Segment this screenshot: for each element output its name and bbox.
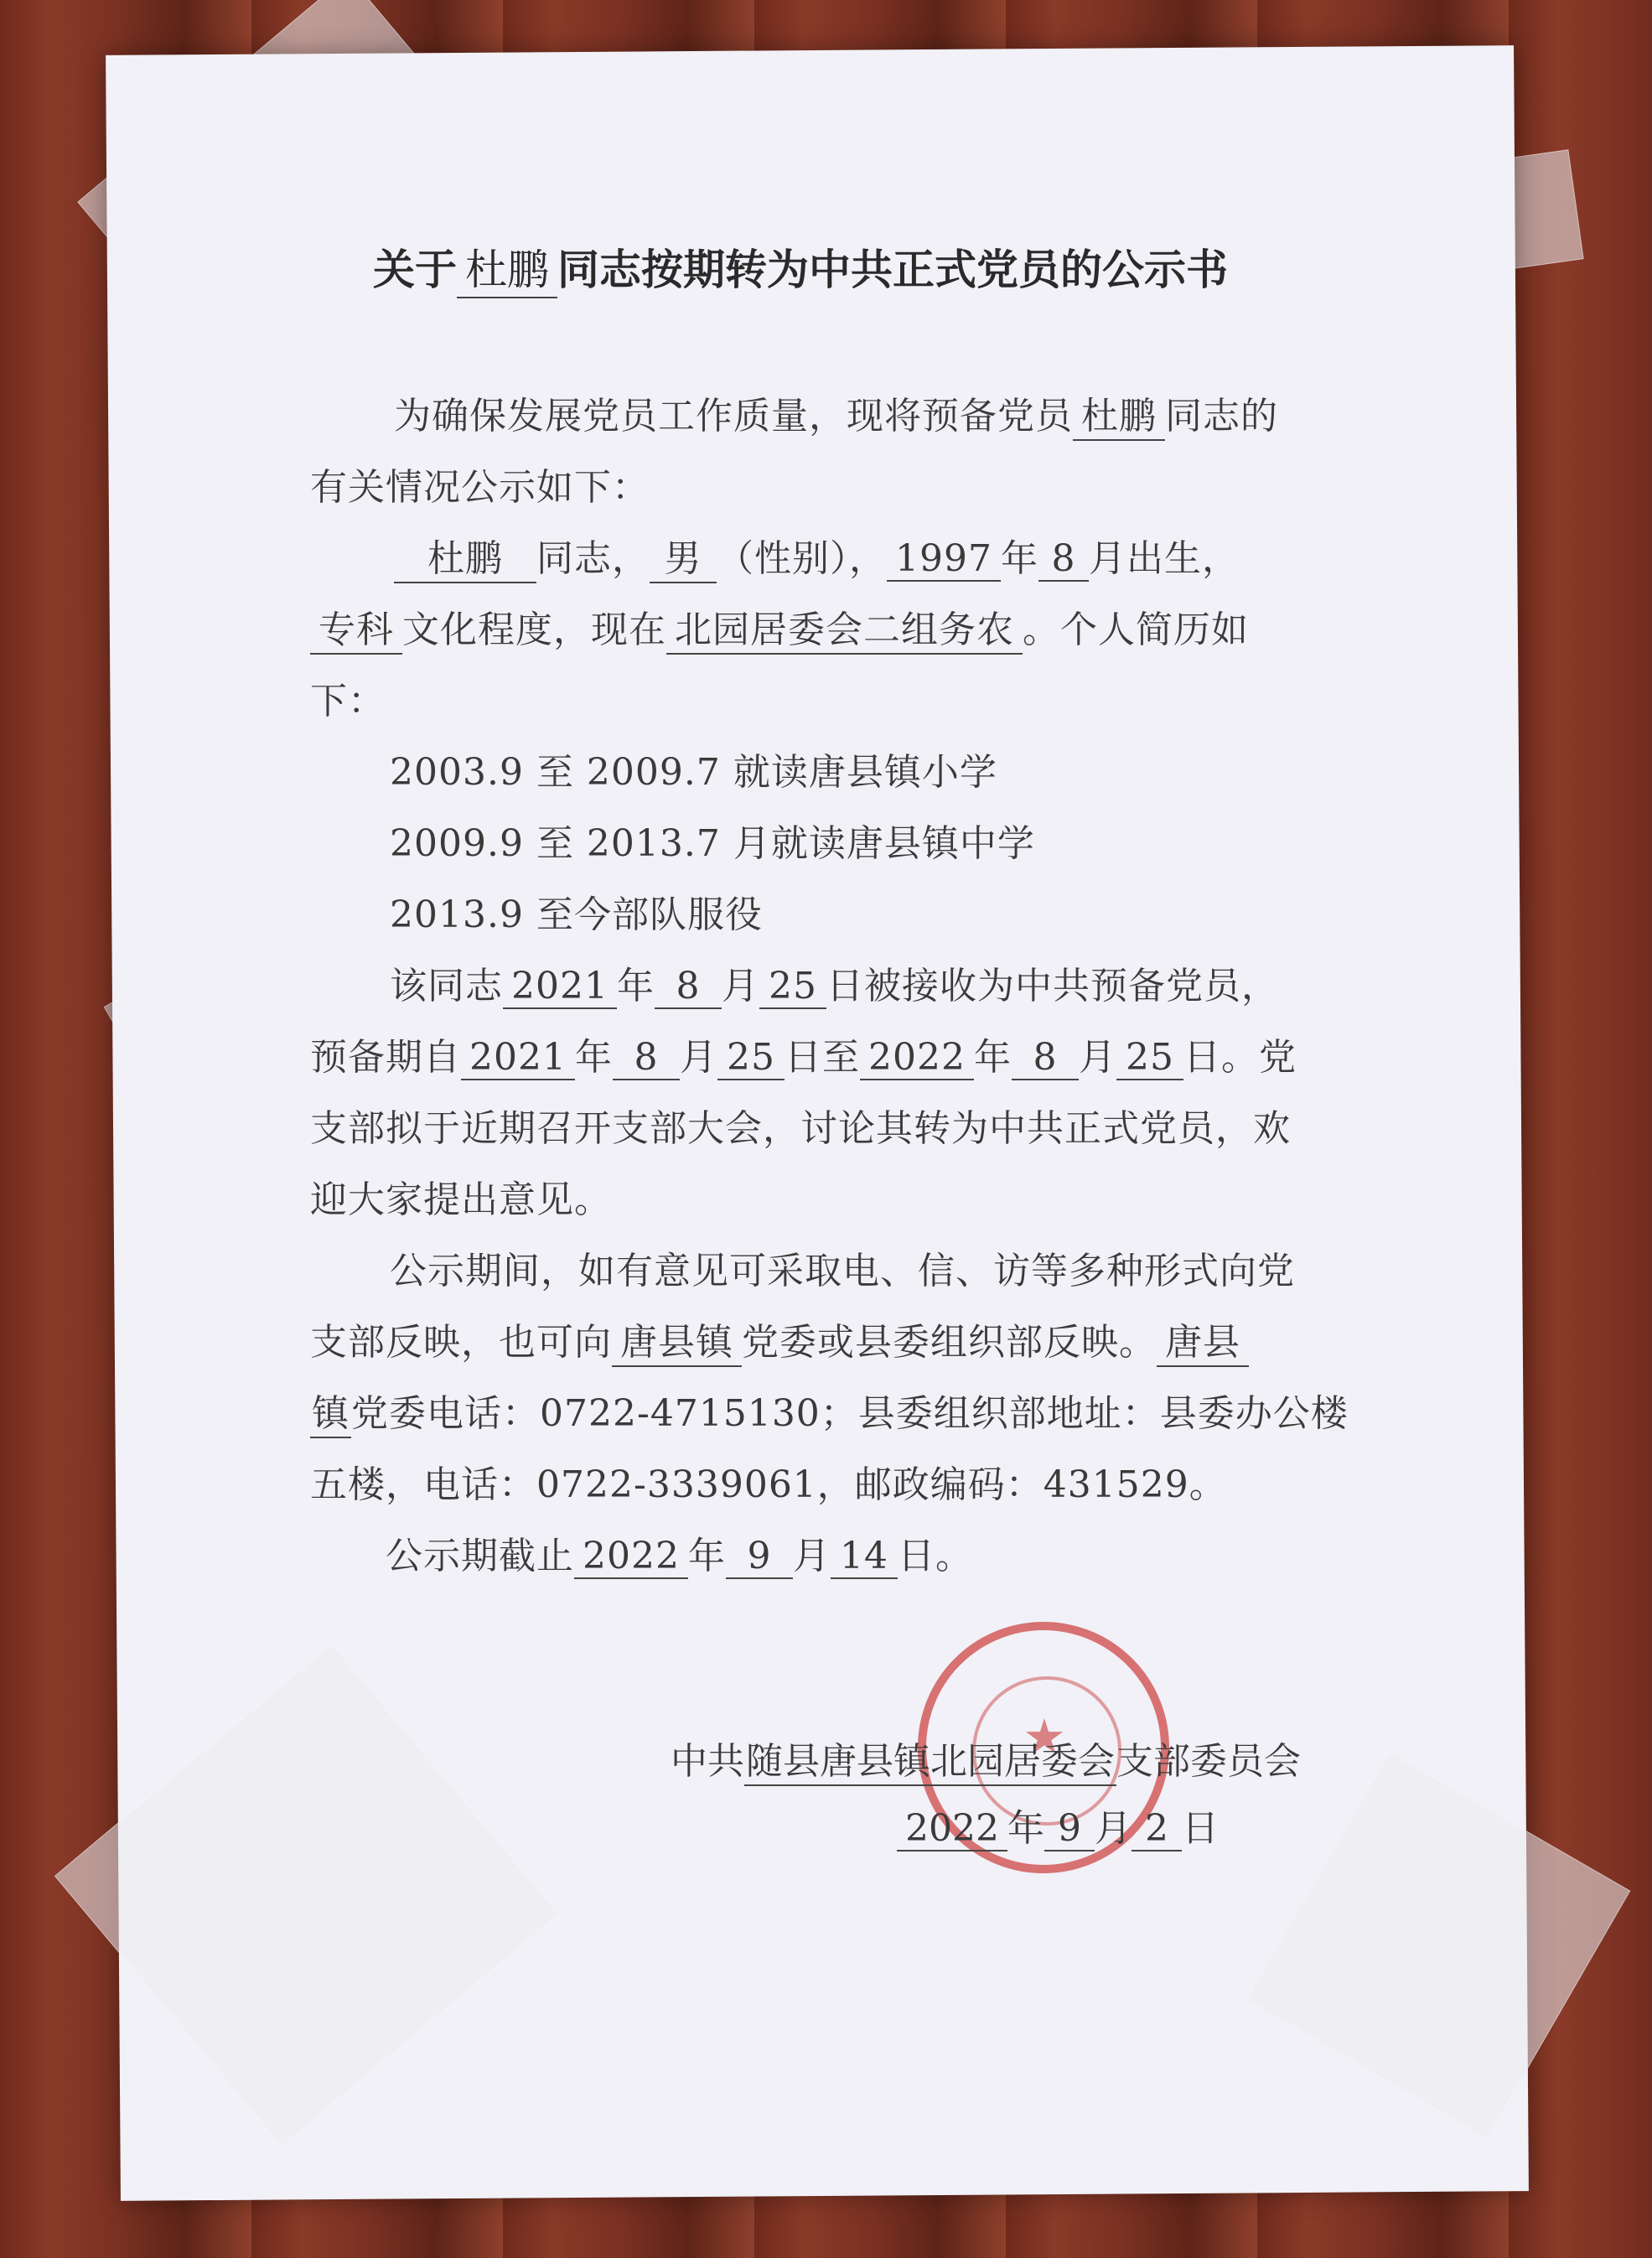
title-name: 杜鹏 (457, 236, 557, 298)
contact-line-4: 五楼，电话：0722-3339061，邮政编码：431529。 (310, 1463, 1227, 1506)
profile-line-2: 专科 文化程度，现在 北园居委会二组务农 。个人简历如 (310, 599, 1249, 655)
contact-line-2: 支部反映，也可向 唐县镇 党委或县委组织部反映。 唐县 (310, 1312, 1249, 1367)
profile-birth-year: 1997 (887, 537, 1001, 582)
contact-line-3: 镇党委电话：0722-4715130；县委组织部地址：县委办公楼 (310, 1383, 1349, 1438)
profile-gender: 男 (650, 528, 717, 583)
contact-org: 唐县镇 (612, 1312, 742, 1367)
intro-line-2: 有关情况公示如下： (310, 466, 650, 509)
probation-line-3: 支部拟于近期召开支部大会，讨论其转为中共正式党员，欢 (310, 1107, 1291, 1150)
profile-line-3: 下： (310, 680, 386, 722)
profile-line-1: 杜鹏 同志， 男 （性别）， 1997 年 8 月出生， (394, 528, 1240, 583)
intro-name: 杜鹏 (1073, 386, 1165, 441)
document-title (373, 236, 1312, 298)
resume-item: 2009.9 至 2013.7 月就读唐县镇中学 (390, 822, 1035, 865)
signature-date: 2022 年 9 月 2 日 (897, 1798, 1219, 1851)
probation-line-2: 预备期自 2021 年 8 月 25 日至 2022 年 8 月 25 日。党 (310, 1036, 1297, 1079)
profile-workplace: 北园居委会二组务农 (666, 599, 1023, 655)
profile-education: 专科 (310, 599, 402, 655)
resume-item: 2013.9 至今部队服役 (390, 893, 763, 936)
profile-name: 杜鹏 (394, 528, 536, 583)
probation-line-4: 迎大家提出意见。 (310, 1178, 612, 1221)
profile-birth-month: 8 (1038, 537, 1089, 582)
contact-line-1: 公示期间，如有意见可采取电、信、访等多种形式向党 (390, 1250, 1295, 1292)
deadline-line: 公示期截止 2022 年 9 月 14 日。 (386, 1535, 973, 1577)
signature-org: 中共随县唐县镇北园居委会支部委员会 (671, 1731, 1301, 1786)
intro-line-1: 为确保发展党员工作质量，现将预备党员 杜鹏 同志的 (394, 386, 1278, 441)
title-prefix: 关于 (373, 246, 457, 294)
resume-item: 2003.9 至 2009.7 就读唐县镇小学 (390, 751, 997, 794)
title-suffix: 同志按期转为中共正式党员的公示书 (557, 246, 1228, 294)
probation-line-1: 该同志 2021 年 8 月 25 日被接收为中共预备党员， (390, 965, 1279, 1007)
